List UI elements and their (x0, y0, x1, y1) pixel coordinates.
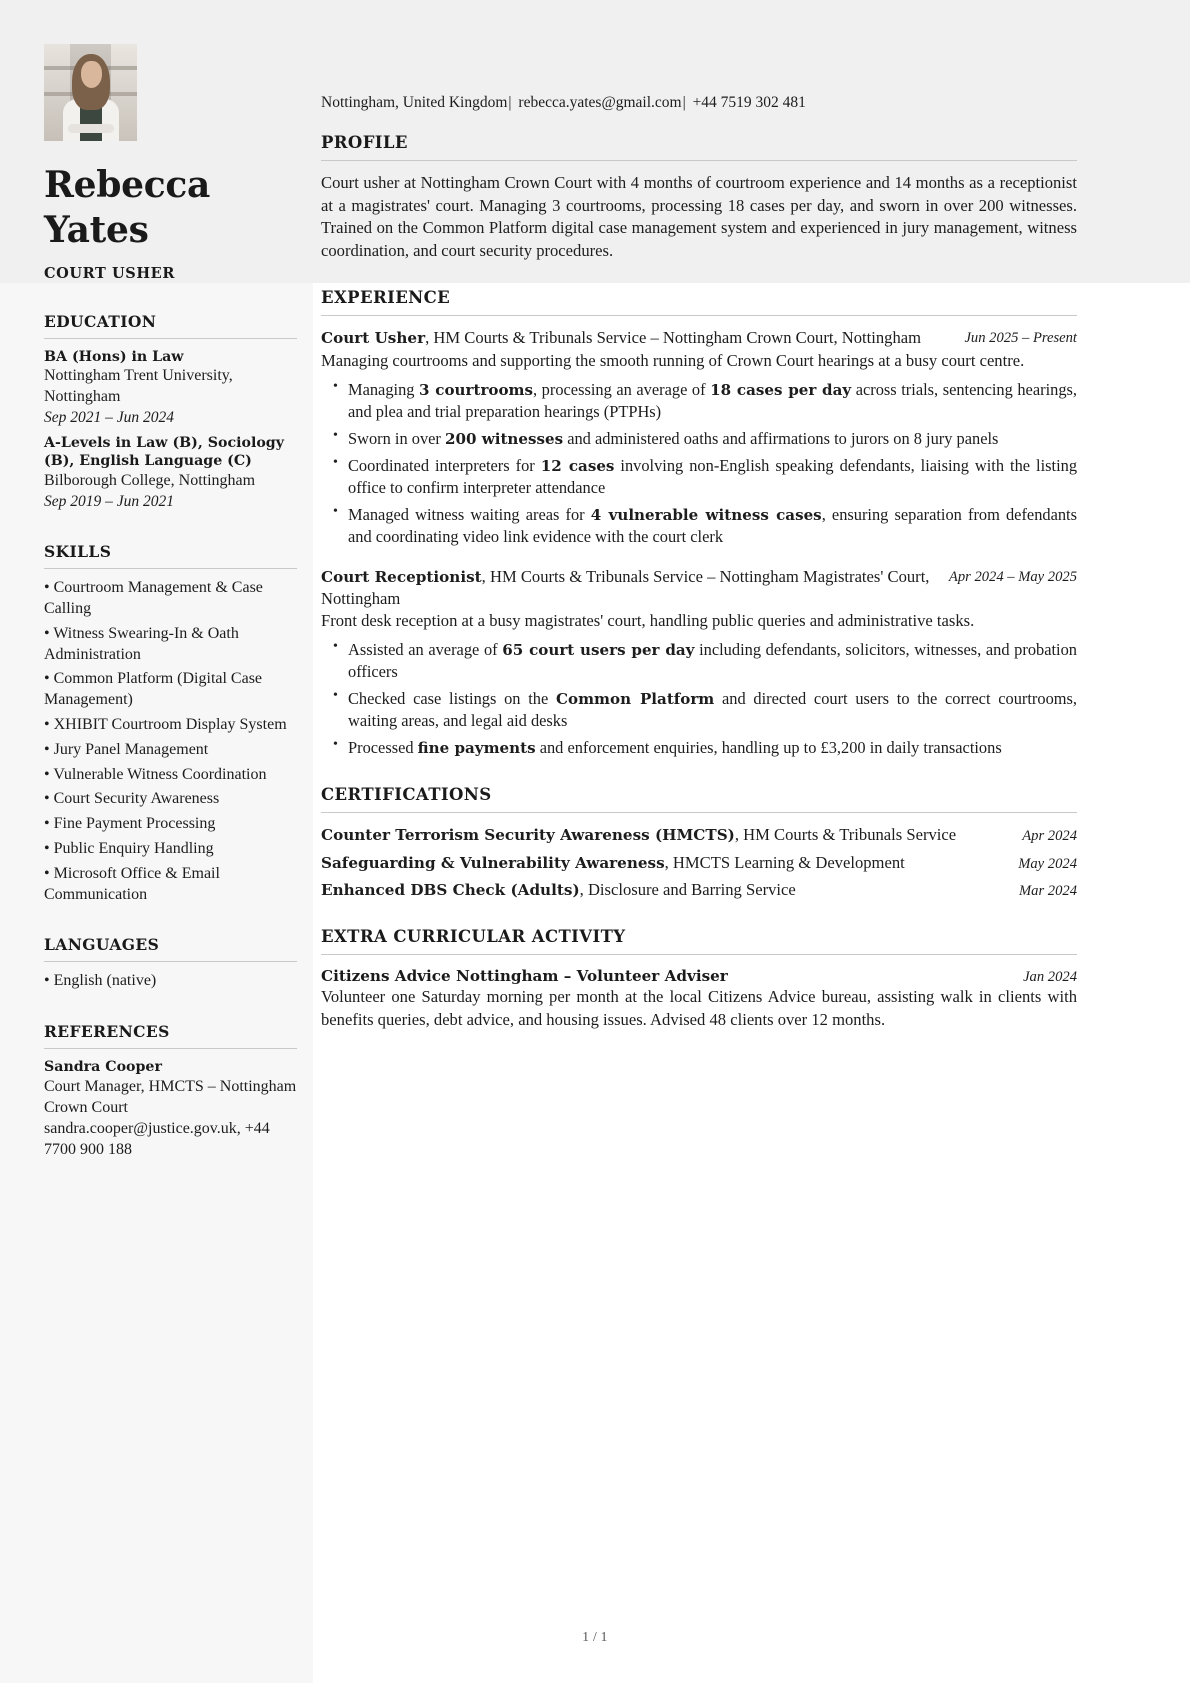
skill-label: Jury Panel Management (53, 740, 209, 758)
skill-label: Witness Swearing-In & Oath Administration (44, 624, 239, 663)
profile-body (321, 161, 1077, 262)
experience-item (321, 327, 1077, 547)
languages-heading: LANGUAGES (44, 935, 297, 962)
language-item: • English (native) (44, 972, 157, 990)
page-indicator: 1 / 1 (582, 1629, 608, 1644)
education-section (44, 312, 297, 513)
education-item (44, 348, 297, 429)
certification-issuer: , HM Courts & Tribunals Service (734, 825, 957, 845)
skill-label: Court Security Awareness (53, 790, 220, 808)
extra-curricular-item-header (321, 966, 1077, 986)
skill-item: • Witness Swearing-In & Oath Administration (44, 624, 239, 663)
experience-item (321, 566, 1077, 760)
experience-dates: Apr 2024 – May 2025 (948, 568, 1077, 585)
photo-person-face (81, 61, 102, 88)
experience-bullet: • Checked case listings on the Common Platform and directed court users to the correct courtrooms, waiting areas, and legal aid desks (348, 688, 1077, 732)
profile-heading: PROFILE (321, 133, 1077, 161)
education-degree: A-Levels in Law (B), Sociology (B), English Language (C) (44, 434, 284, 470)
languages-section (44, 935, 297, 992)
education-item (44, 434, 297, 513)
extra-curricular-section (321, 927, 1077, 1031)
education-dates: Sep 2021 – Jun 2024 (44, 409, 175, 427)
experience-bullet: • Processed fine payments and enforcement enquiries, handling up to £3,200 in daily transactions (348, 737, 1077, 759)
skill-label: Courtroom Management & Case Calling (44, 579, 263, 618)
experience-bullet-list (321, 639, 1077, 759)
skill-item: • XHIBIT Courtroom Display System (44, 716, 287, 733)
experience-company: , HM Courts & Tribunals Service – Nottingham Crown Court, Nottingham (425, 328, 922, 348)
education-heading: EDUCATION (44, 312, 297, 339)
contact-phone: +44 7519 302 481 (692, 94, 806, 111)
experience-job-title: Court Usher (321, 329, 426, 348)
references-section (44, 1022, 297, 1160)
education-degree: BA (Hons) in Law (44, 348, 184, 365)
certifications-section (321, 785, 1077, 901)
certification-date: Mar 2024 (1019, 882, 1077, 899)
experience-bullet: • Coordinated interpreters for 12 cases involving non-English speaking defendants, liaising with the listing office to confirm interpreter attendance (348, 455, 1077, 499)
skill-item: • Courtroom Management & Case Calling (44, 579, 263, 618)
certifications-heading: CERTIFICATIONS (321, 785, 1077, 813)
photo-person-arms (68, 124, 114, 133)
certification-item (321, 879, 1077, 901)
profile-text: Court usher at Nottingham Crown Court with 4 months of courtroom experience and 14 months as a receptionist at a magistrates' court. Managing 3 courtrooms, processing 18 cases per day, and sworn in over 200 witnesses. Trained on the Common Platform digital case management system and experienced in jury management, witness coordination, and court security procedures. (321, 173, 1077, 260)
extra-curricular-item (321, 966, 1077, 1031)
skills-section (44, 542, 297, 905)
experience-company: , HM Courts & Tribunals Service – Nottingham Magistrates' Court, Nottingham (321, 566, 930, 608)
extra-curricular-text: Volunteer one Saturday morning per month at the local Citizens Advice bureau, assisting walk in clients with benefits queries, debt advice, and housing issues. Advised 48 clients over 12 months. (321, 987, 1077, 1029)
extra-curricular-heading: EXTRA CURRICULAR ACTIVITY (321, 927, 1077, 955)
experience-job-title: Court Receptionist (321, 567, 482, 586)
certification-title-line (321, 852, 905, 874)
skill-item: • Jury Panel Management (44, 740, 209, 758)
certification-name: Counter Terrorism Security Awareness (HMCTS) (321, 826, 735, 845)
skill-label: XHIBIT Courtroom Display System (53, 716, 287, 733)
skill-label: Vulnerable Witness Coordination (53, 765, 267, 783)
main-column (313, 0, 1190, 1161)
profile-photo (44, 44, 137, 141)
skill-item: • Microsoft Office & Email Communication (44, 864, 220, 903)
skill-item: • Public Enquiry Handling (44, 839, 214, 857)
experience-item-header (321, 566, 1077, 610)
education-dates: Sep 2019 – Jun 2021 (44, 492, 175, 510)
certification-issuer: , HMCTS Learning & Development (664, 852, 905, 872)
education-list (44, 339, 297, 513)
references-list (44, 1049, 297, 1160)
reference-name: Sandra Cooper (44, 1059, 162, 1076)
skill-label: Fine Payment Processing (53, 815, 216, 833)
contact-line (321, 93, 1077, 113)
experience-dates: Jun 2025 – Present (964, 330, 1077, 347)
profile-section (321, 133, 1077, 262)
extra-curricular-title: Citizens Advice Nottingham – Volunteer Adviser (321, 967, 728, 986)
experience-bullet: • Managed witness waiting areas for 4 vulnerable witness cases, ensuring separation from defendants and coordinating video link evidence with the court clerk (348, 504, 1077, 548)
skill-item: • Vulnerable Witness Coordination (44, 765, 267, 783)
reference-role: Court Manager, HMCTS – Nottingham Crown Court (44, 1078, 297, 1117)
skill-label: Public Enquiry Handling (53, 839, 214, 857)
language-label: English (native) (53, 972, 157, 990)
experience-bullet: • Managing 3 courtrooms, processing an average of 18 cases per day across trials, sentencing hearings, and plea and trial preparation hearings (PTPHs) (348, 379, 1077, 423)
languages-list (44, 962, 297, 992)
reference-item (44, 1058, 297, 1160)
job-title-subtitle: COURT USHER (44, 264, 175, 282)
skill-item: • Court Security Awareness (44, 790, 220, 808)
skill-item: • Fine Payment Processing (44, 815, 216, 833)
experience-bullet: • Sworn in over 200 witnesses and administered oaths and affirmations to jurors on 8 jury panels (348, 428, 1077, 450)
contact-location: Nottingham, United Kingdom (321, 94, 508, 111)
certification-item (321, 852, 1077, 874)
certification-item (321, 824, 1077, 846)
extra-curricular-body (321, 955, 1077, 1031)
skill-label: Microsoft Office & Email Communication (44, 864, 220, 903)
first-name: Rebecca (44, 164, 210, 206)
experience-item-title-line (321, 566, 937, 610)
skills-list (44, 569, 297, 905)
contact-email: rebecca.yates@gmail.com (518, 94, 682, 111)
page-title (44, 163, 297, 254)
experience-bullet-list (321, 379, 1077, 548)
certifications-body (321, 813, 1077, 901)
certification-name: Safeguarding & Vulnerability Awareness (321, 853, 665, 872)
contact-separator: | (508, 94, 512, 111)
contact-separator: | (682, 94, 686, 111)
skill-item: • Common Platform (Digital Case Management) (44, 670, 263, 709)
experience-summary: Managing courtrooms and supporting the smooth running of Crown Court hearings at a busy court centre. (321, 350, 1025, 370)
skill-label: Common Platform (Digital Case Management) (44, 670, 263, 709)
certification-title-line (321, 879, 796, 901)
experience-bullet: • Assisted an average of 65 court users per day including defendants, solicitors, witnesses, and probation officers (348, 639, 1077, 683)
experience-item-title-line (321, 327, 952, 349)
education-school: Nottingham Trent University, Nottingham (44, 367, 233, 406)
certification-name: Enhanced DBS Check (Adults) (321, 880, 580, 899)
certification-date: Apr 2024 (1022, 828, 1077, 845)
experience-item-header (321, 327, 1077, 349)
reference-contact: sandra.cooper@justice.gov.uk, +44 7700 900 188 (44, 1119, 270, 1158)
experience-section (321, 288, 1077, 759)
last-name: Yates (44, 209, 149, 252)
education-school: Bilborough College, Nottingham (44, 471, 256, 489)
certification-date: May 2024 (1018, 855, 1077, 872)
certification-title-line (321, 824, 956, 846)
sidebar-column (0, 0, 313, 1161)
experience-summary: Front desk reception at a busy magistrates' court, handling public queries and administrative tasks. (321, 611, 975, 631)
experience-body (321, 316, 1077, 759)
certification-issuer: , Disclosure and Barring Service (579, 879, 796, 899)
experience-heading: EXPERIENCE (321, 288, 1077, 316)
extra-curricular-date: Jan 2024 (1023, 969, 1077, 986)
skills-heading: SKILLS (44, 542, 297, 569)
references-heading: REFERENCES (44, 1022, 297, 1049)
